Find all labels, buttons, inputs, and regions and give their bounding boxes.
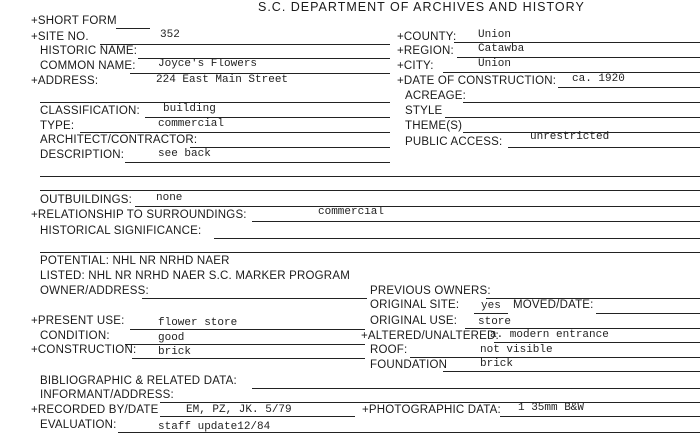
evaluation-line	[118, 432, 700, 433]
foundation-line	[443, 371, 700, 372]
evaluation-label: EVALUATION:	[40, 419, 117, 431]
historical-significance-label: HISTORICAL SIGNIFICANCE:	[40, 225, 202, 237]
roof-line	[410, 357, 700, 358]
owner-address-line	[142, 298, 367, 299]
altered-label: +ALTERED/UNALTERED:	[361, 330, 499, 342]
description-line	[125, 162, 390, 163]
county-value: Union	[478, 29, 512, 41]
description-value: see back	[158, 148, 211, 160]
public-access-line	[508, 147, 700, 148]
condition-label: CONDITION:	[40, 330, 110, 342]
outbuildings-label: OUTBUILDINGS:	[40, 194, 133, 206]
foundation-label: FOUNDATION	[370, 359, 448, 371]
short-form-line	[116, 28, 150, 29]
previous-owners-label: PREVIOUS OWNERS:	[370, 285, 491, 297]
acreage-line	[463, 102, 700, 103]
description-line-2	[40, 176, 700, 177]
region-label: +REGION:	[397, 45, 454, 57]
roof-label: ROOF:	[370, 344, 408, 356]
historical-significance-line	[214, 238, 700, 239]
acreage-label: ACREAGE:	[405, 90, 467, 102]
informant-label: INFORMANT/ADDRESS:	[40, 389, 174, 401]
condition-line	[125, 344, 365, 345]
altered-value: a. modern entrance	[490, 329, 609, 341]
separator-line	[40, 252, 700, 253]
photographic-data-label: +PHOTOGRAPHIC DATA:	[362, 404, 501, 416]
present-use-line	[130, 329, 365, 330]
present-use-label: +PRESENT USE:	[31, 315, 125, 327]
description-label: DESCRIPTION:	[40, 149, 125, 161]
classification-value: building	[163, 103, 216, 115]
architect-line	[190, 147, 390, 148]
informant-line	[160, 402, 700, 403]
type-value: commercial	[158, 118, 225, 130]
original-site-value: yes	[481, 300, 501, 312]
public-access-value: unrestricted	[530, 131, 610, 143]
relationship-label: +RELATIONSHIP TO SURROUNDINGS:	[31, 209, 247, 221]
site-no-label: +SITE NO.	[31, 31, 89, 43]
original-site-line	[474, 313, 508, 314]
city-value: Union	[478, 58, 512, 70]
recorded-by-line	[160, 416, 355, 417]
type-label: TYPE:	[40, 120, 75, 132]
site-no-value: 352	[160, 29, 180, 41]
historic-name-label: HISTORIC NAME:	[40, 45, 138, 57]
original-site-label: ORIGINAL SITE:	[370, 299, 460, 311]
common-name-label: COMMON NAME:	[40, 60, 136, 72]
address-label: +ADDRESS:	[31, 75, 99, 87]
moved-date-line	[596, 313, 700, 314]
region-value: Catawba	[478, 43, 525, 55]
description-line-3	[40, 190, 700, 191]
county-label: +COUNTY:	[397, 31, 457, 43]
address-value: 224 East Main Street	[156, 74, 289, 86]
architect-label: ARCHITECT/CONTRACTOR:	[40, 134, 198, 146]
potential-label: POTENTIAL: NHL NR NRHD NAER	[40, 255, 230, 267]
date-construction-label: +DATE OF CONSTRUCTION:	[397, 75, 557, 87]
date-construction-line	[558, 87, 700, 88]
city-label: +CITY:	[397, 60, 434, 72]
short-form-label: +SHORT FORM	[31, 15, 117, 27]
condition-value: good	[158, 332, 185, 344]
page-title: S.C. DEPARTMENT OF ARCHIVES AND HISTORY	[258, 0, 585, 14]
photographic-data-line	[500, 416, 700, 417]
site-no-line	[100, 44, 390, 45]
bibliographic-line	[252, 388, 700, 389]
listed-label: LISTED: NHL NR NRHD NAER S.C. MARKER PROGRAM	[40, 270, 350, 282]
original-use-value: store	[478, 316, 512, 328]
present-use-value: flower store	[158, 317, 238, 329]
foundation-value: brick	[480, 358, 514, 370]
type-line	[80, 132, 390, 133]
date-construction-value: ca. 1920	[572, 73, 625, 85]
outbuildings-line	[135, 206, 700, 207]
original-use-label: ORIGINAL USE:	[370, 315, 458, 327]
owner-address-label: OWNER/ADDRESS:	[40, 285, 149, 297]
evaluation-value: staff update12/84	[158, 421, 271, 433]
style-label: STYLE	[405, 105, 443, 117]
bibliographic-label: BIBLIOGRAPHIC & RELATED DATA:	[40, 375, 237, 387]
altered-line	[494, 342, 700, 343]
classification-label: CLASSIFICATION:	[40, 105, 140, 117]
themes-label: THEME(S)	[405, 120, 463, 132]
style-line	[445, 117, 700, 118]
recorded-by-value: EM, PZ, JK. 5/79	[186, 404, 292, 416]
construction-line	[132, 358, 365, 359]
public-access-label: PUBLIC ACCESS:	[405, 136, 503, 148]
construction-label: +CONSTRUCTION:	[31, 344, 137, 356]
moved-date-label: MOVED/DATE:	[513, 299, 594, 311]
recorded-by-label: +RECORDED BY/DATE	[31, 404, 159, 416]
outbuildings-value: none	[156, 192, 183, 204]
relationship-line	[252, 221, 700, 222]
construction-value: brick	[158, 346, 192, 358]
relationship-value: commercial	[318, 206, 385, 218]
photographic-data-value: 1 35mm B&W	[518, 402, 585, 414]
common-name-value: Joyce's Flowers	[158, 58, 258, 70]
roof-value: not visible	[480, 344, 553, 356]
